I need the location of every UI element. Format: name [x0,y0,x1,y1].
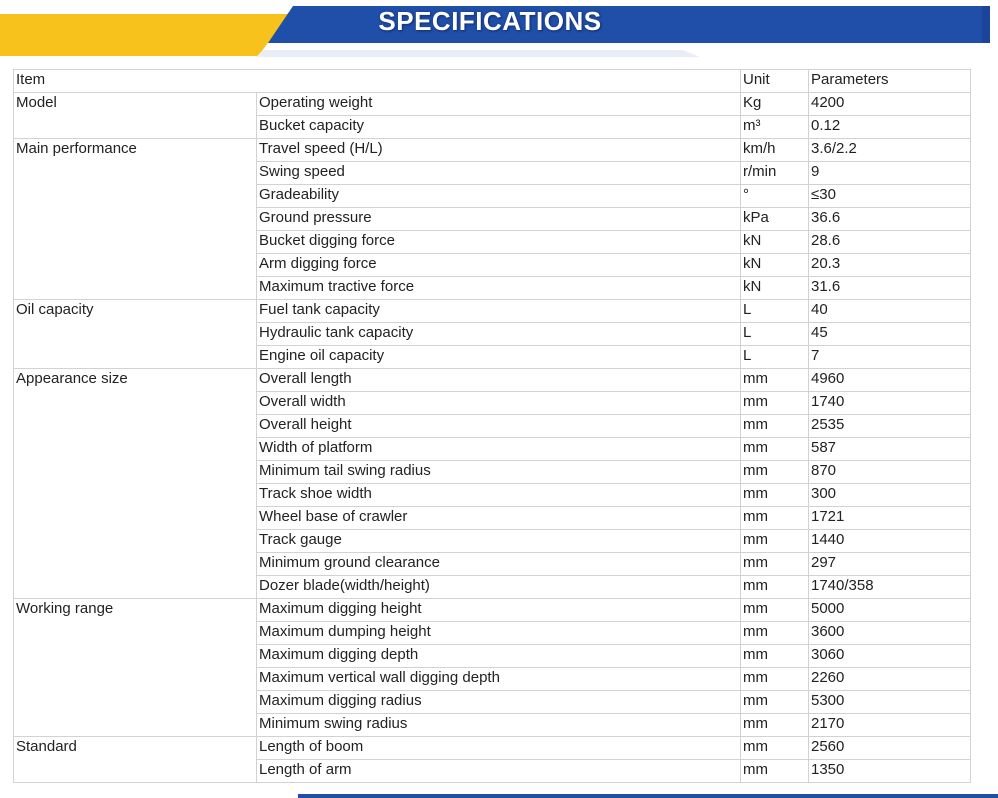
parameter-name-cell: Track gauge [257,530,741,553]
parameter-name-cell: Maximum digging depth [257,645,741,668]
parameter-name-cell: Arm digging force [257,254,741,277]
category-cell: Oil capacity [14,300,257,369]
header-unit: Unit [741,70,809,93]
parameter-value-cell: 7 [809,346,971,369]
parameter-name-cell: Bucket digging force [257,231,741,254]
unit-cell: mm [741,507,809,530]
unit-cell: r/min [741,162,809,185]
parameter-name-cell: Length of boom [257,737,741,760]
parameter-name-cell: Maximum vertical wall digging depth [257,668,741,691]
unit-cell: mm [741,576,809,599]
table-row [14,369,971,392]
parameter-name-cell: Fuel tank capacity [257,300,741,323]
parameter-name-cell: Maximum dumping height [257,622,741,645]
header-item: Item [14,70,741,93]
parameter-value-cell: 2560 [809,737,971,760]
category-cell: Main performance [14,139,257,300]
header-parameters: Parameters [809,70,971,93]
banner-yellow-band [0,14,290,56]
table-row [14,599,971,622]
parameter-name-cell: Width of platform [257,438,741,461]
unit-cell: Kg [741,93,809,116]
unit-cell: km/h [741,139,809,162]
parameter-value-cell: 1440 [809,530,971,553]
unit-cell: ° [741,185,809,208]
parameter-name-cell: Engine oil capacity [257,346,741,369]
unit-cell: mm [741,622,809,645]
unit-cell: mm [741,530,809,553]
parameter-name-cell: Length of arm [257,760,741,783]
parameter-value-cell: 40 [809,300,971,323]
unit-cell: mm [741,484,809,507]
unit-cell: mm [741,553,809,576]
parameter-value-cell: 28.6 [809,231,971,254]
parameter-name-cell: Overall height [257,415,741,438]
category-cell: Working range [14,599,257,737]
table-row [14,93,971,116]
parameter-value-cell: 1740/358 [809,576,971,599]
parameter-value-cell: 5000 [809,599,971,622]
specifications-table-body [14,70,971,783]
parameter-name-cell: Overall length [257,369,741,392]
specifications-table [13,69,971,783]
parameter-value-cell: 3600 [809,622,971,645]
unit-cell: kN [741,231,809,254]
parameter-value-cell: 3060 [809,645,971,668]
parameter-name-cell: Minimum swing radius [257,714,741,737]
parameter-name-cell: Dozer blade(width/height) [257,576,741,599]
parameter-name-cell: Track shoe width [257,484,741,507]
unit-cell: L [741,323,809,346]
parameter-name-cell: Hydraulic tank capacity [257,323,741,346]
unit-cell: kN [741,254,809,277]
table-row [14,737,971,760]
parameter-value-cell: 4960 [809,369,971,392]
table-row [14,139,971,162]
parameter-value-cell: ≤30 [809,185,971,208]
parameter-name-cell: Gradeability [257,185,741,208]
parameter-value-cell: 1721 [809,507,971,530]
unit-cell: L [741,300,809,323]
category-cell: Model [14,93,257,139]
unit-cell: mm [741,461,809,484]
category-cell: Standard [14,737,257,783]
unit-cell: mm [741,599,809,622]
parameter-value-cell: 297 [809,553,971,576]
unit-cell: kN [741,277,809,300]
parameter-name-cell: Ground pressure [257,208,741,231]
unit-cell: mm [741,691,809,714]
parameter-value-cell: 870 [809,461,971,484]
parameter-name-cell: Travel speed (H/L) [257,139,741,162]
specifications-banner [0,0,998,60]
parameter-name-cell: Maximum digging radius [257,691,741,714]
parameter-value-cell: 0.12 [809,116,971,139]
parameter-value-cell: 20.3 [809,254,971,277]
parameter-value-cell: 31.6 [809,277,971,300]
table-header-row [14,70,971,93]
unit-cell: kPa [741,208,809,231]
unit-cell: mm [741,415,809,438]
table-row [14,300,971,323]
unit-cell: mm [741,760,809,783]
unit-cell: mm [741,438,809,461]
banner-right-strip [982,6,990,43]
parameter-name-cell: Maximum digging height [257,599,741,622]
parameter-name-cell: Operating weight [257,93,741,116]
bottom-accent-line [298,794,998,798]
unit-cell: mm [741,392,809,415]
unit-cell: mm [741,714,809,737]
unit-cell: m³ [741,116,809,139]
parameter-name-cell: Swing speed [257,162,741,185]
parameter-value-cell: 2535 [809,415,971,438]
parameter-name-cell: Bucket capacity [257,116,741,139]
parameter-value-cell: 2170 [809,714,971,737]
parameter-value-cell: 1740 [809,392,971,415]
banner-highlight-band [256,50,700,57]
parameter-value-cell: 9 [809,162,971,185]
parameter-value-cell: 3.6/2.2 [809,139,971,162]
parameter-name-cell: Overall width [257,392,741,415]
parameter-value-cell: 45 [809,323,971,346]
parameter-value-cell: 4200 [809,93,971,116]
unit-cell: L [741,346,809,369]
unit-cell: mm [741,668,809,691]
parameter-value-cell: 5300 [809,691,971,714]
parameter-value-cell: 587 [809,438,971,461]
unit-cell: mm [741,737,809,760]
unit-cell: mm [741,369,809,392]
parameter-value-cell: 1350 [809,760,971,783]
parameter-name-cell: Minimum tail swing radius [257,461,741,484]
parameter-value-cell: 300 [809,484,971,507]
banner-title: SPECIFICATIONS [378,6,602,36]
parameter-name-cell: Maximum tractive force [257,277,741,300]
parameter-name-cell: Minimum ground clearance [257,553,741,576]
parameter-value-cell: 36.6 [809,208,971,231]
unit-cell: mm [741,645,809,668]
category-cell: Appearance size [14,369,257,599]
parameter-value-cell: 2260 [809,668,971,691]
parameter-name-cell: Wheel base of crawler [257,507,741,530]
